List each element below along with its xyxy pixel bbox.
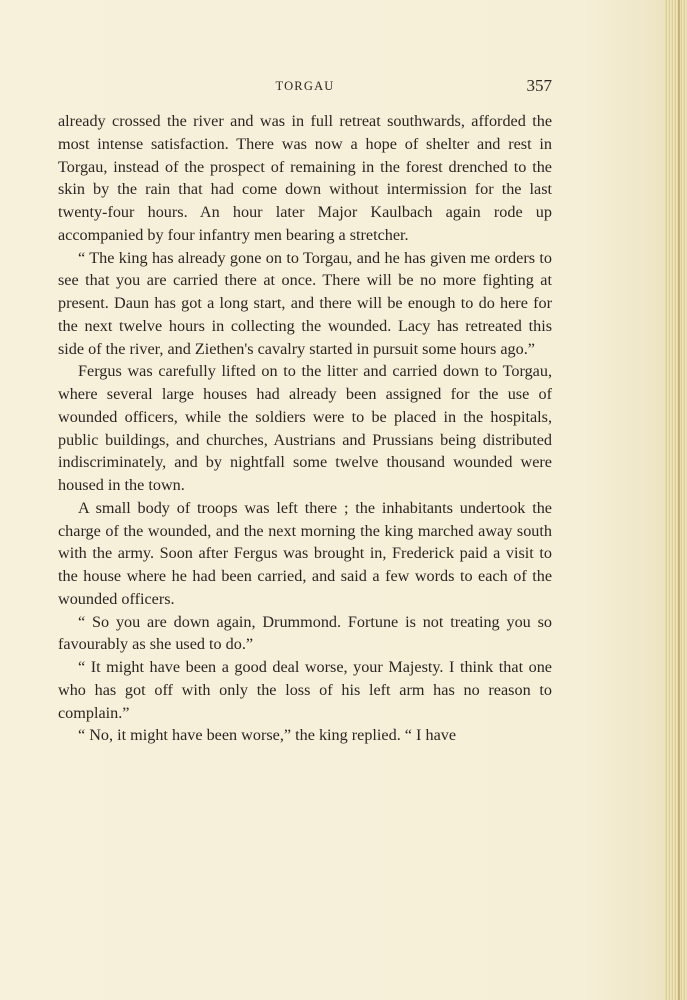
paragraph: Fergus was carefully lifted on to the litter and carried down to Torgau, where several large houses had already been assigned for the use of wounded officers, while the soldiers were to be placed in the hospitals, public buildings, and churches, Austrians and Prussians being distributed indiscriminately, and by nightfall some twelve thousand wounded were housed in the town. [58,362,552,494]
page-edge [665,0,687,1000]
paragraph: “ It might have been a good deal worse, your Majesty. I think that one who has got off with only the loss of his left arm has no reason to complain.” [58,658,552,722]
paragraph: A small body of troops was left there ; the inhabitants undertook the charge of the wounded, and the next morning the king marched away south with the army. Soon after Fergus was brought in, Frederick paid a visit to the house where he had been carried, and said a few words to each of the wounded officers. [58,498,552,608]
paragraph: already crossed the river and was in full retreat southwards, afforded the most intense satisfaction. There was now a hope of shelter and rest in Torgau, instead of the prospect of remaining in the forest drenched to the skin by the rain that had come down without intermission for the last twenty-four hours. An hour later Major Kaulbach again rode up accompanied by four infantry men bearing a stretcher. [58,112,552,244]
paragraph: “ No, it might have been worse,” the king replied. “ I have [78,726,457,745]
running-head: TORGAU [275,79,335,93]
page-header [58,76,552,98]
paragraph: “ So you are down again, Drummond. Fortune is not treating you so favourably as she used to do.” [58,612,552,654]
body-text [58,110,552,747]
paragraph: “ The king has already gone on to Torgau, and he has given me orders to see that you are carried there at once. There will be no more fighting at present. Daun has got a long start, and there will be enough to do here for the next twelve hours in collecting the wounded. Lacy has retreated this side of the river, and Ziethen's cavalry started in pursuit some hours ago.” [58,248,552,358]
page-number: 357 [526,76,552,95]
page-edge-line [678,0,680,1000]
